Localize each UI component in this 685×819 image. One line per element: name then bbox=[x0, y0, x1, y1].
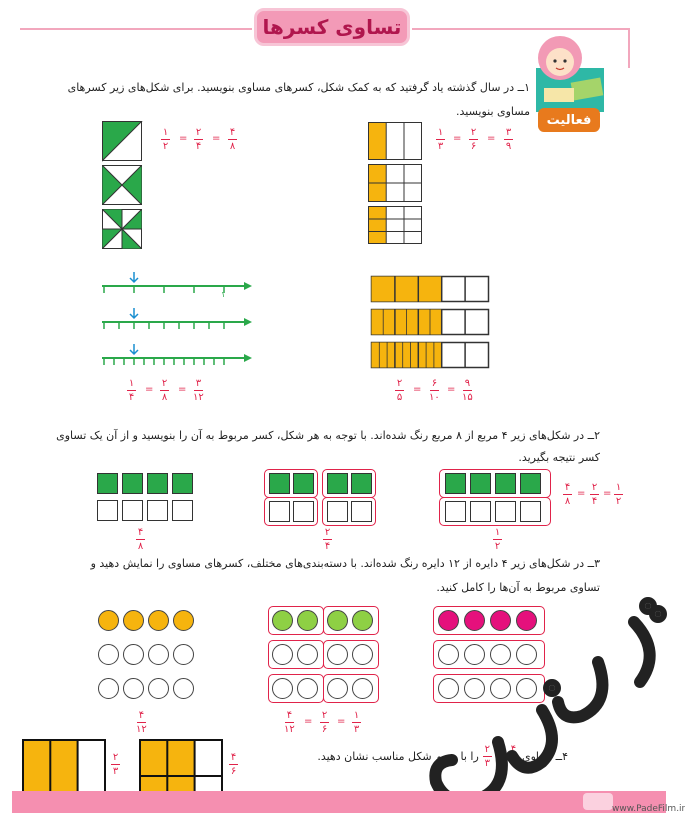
q4-text-suffix: را با رسم شکل مناسب نشان دهید. bbox=[317, 749, 479, 763]
q1-bar-frac-3: ۹ ۱۵ bbox=[462, 378, 473, 403]
q2-eq-frac-3: ۱ ۲ bbox=[615, 482, 622, 507]
page-number-tab bbox=[583, 793, 613, 810]
q4-answer-left: ۲ ۳ bbox=[112, 752, 119, 777]
activity-badge: فعالیت bbox=[538, 108, 600, 132]
q1-text-line1: ۱ــ در سال گذشته یاد گرفتید که به کمک شکل، کسرهای مساوی بنویسید. برای شکل‌های زیر کسرهای bbox=[67, 81, 530, 94]
frame-top-line bbox=[20, 28, 252, 30]
square-half-shaded bbox=[102, 121, 142, 161]
bar-fifteenths bbox=[371, 342, 489, 368]
q2-right-frac: ۱ ۲ bbox=[494, 527, 501, 552]
number-lines bbox=[96, 266, 256, 372]
equals-sign: = bbox=[212, 133, 221, 144]
q1-left-frac-3: ۴ ۸ bbox=[229, 127, 236, 152]
page-title: تساوی کسرها bbox=[254, 8, 410, 46]
rect-sixths bbox=[368, 164, 422, 202]
q3-left-frac: ۴ ۱۲ bbox=[136, 710, 147, 735]
q1-right-frac-3: ۳ ۹ bbox=[505, 127, 512, 152]
equals-sign: = bbox=[577, 488, 586, 499]
q1-numline-frac-3: ۳ ۱۲ bbox=[193, 378, 204, 403]
footer-band bbox=[12, 791, 666, 813]
bar-tenths bbox=[371, 309, 489, 335]
q4-frac-b: $\frac{۲}{۳}$ bbox=[484, 744, 490, 769]
q4-text-prefix: ۴ــ تساوی bbox=[521, 749, 568, 763]
bar-fifths bbox=[371, 276, 489, 302]
q4-frac-a: $\frac{۴}{۶}$ bbox=[510, 744, 517, 769]
frame-right-line bbox=[628, 28, 630, 68]
numline-end-label: ۱ bbox=[221, 290, 226, 299]
q4-text: ۴ــ تساوی $\frac{۴}{۶}$ = $\frac{۲}{۳}$ را با رسم شکل مناسب نشان دهید. bbox=[317, 744, 568, 769]
q2-eq-frac-1: ۴ ۸ bbox=[564, 482, 571, 507]
q2-text-line2: کسر نتیجه بگیرید. bbox=[518, 451, 600, 464]
q4-answer-right: ۴ ۶ bbox=[230, 752, 237, 777]
q1-left-frac-1: ۱ ۲ bbox=[162, 127, 169, 152]
equals-sign: = bbox=[453, 133, 462, 144]
equals-sign: = bbox=[413, 384, 422, 395]
q1-bar-frac-1: ۲ ۵ bbox=[396, 378, 403, 403]
equals-sign: = bbox=[447, 384, 456, 395]
rect-thirds bbox=[368, 122, 422, 160]
q1-left-frac-2: ۲ ۴ bbox=[195, 127, 202, 152]
square-eighths-shaded bbox=[102, 209, 142, 249]
watermark-logo bbox=[412, 592, 668, 816]
q3-text-line2: تساوی مربوط به آن‌ها را کامل کنید. bbox=[436, 581, 600, 594]
q3-eq-frac-3: ۱ ۳ bbox=[353, 710, 360, 735]
rect-ninths bbox=[368, 206, 422, 244]
site-url: www.PadeFilm.ir bbox=[612, 804, 685, 814]
q1-bar-frac-2: ۶ ۱۰ bbox=[429, 378, 440, 403]
girl-reading-icon bbox=[530, 28, 610, 112]
q2-mid-frac: ۲ ۴ bbox=[324, 527, 331, 552]
equals-sign: = bbox=[179, 133, 188, 144]
equals-sign: = bbox=[487, 133, 496, 144]
equals-sign: = bbox=[145, 384, 154, 395]
q2-eq-frac-2: ۲ ۴ bbox=[591, 482, 598, 507]
q2-text-line1: ۲ــ در شکل‌های زیر ۴ مربع از ۸ مربع رنگ شده‌اند. با توجه به هر شکل، کسر مربوط به آن را بنویسید و از آن یک تساوی bbox=[56, 429, 600, 442]
q3-text-line1: ۳ــ در شکل‌های زیر ۴ دایره از ۱۲ دایره رنگ شده‌اند. با دسته‌بندی‌های مختلف، کسرهای مساوی را نمایش دهید و bbox=[90, 557, 600, 570]
q2-left-frac: ۴ ۸ bbox=[137, 527, 144, 552]
equals-sign: = bbox=[304, 716, 313, 727]
q1-right-frac-1: ۱ ۳ bbox=[437, 127, 444, 152]
q1-text-line2: مساوی بنویسید. bbox=[455, 105, 530, 118]
q3-eq-frac-2: ۲ ۶ bbox=[321, 710, 328, 735]
square-quarters-shaded bbox=[102, 165, 142, 205]
equals-sign: = bbox=[337, 716, 346, 727]
equals-sign: = bbox=[603, 488, 612, 499]
q1-numline-frac-1: ۱ ۴ bbox=[128, 378, 135, 403]
q3-eq-frac-1: ۴ ۱۲ bbox=[284, 710, 295, 735]
q1-right-frac-2: ۲ ۶ bbox=[470, 127, 477, 152]
equals-sign: = bbox=[178, 384, 187, 395]
q1-numline-frac-2: ۲ ۸ bbox=[161, 378, 168, 403]
